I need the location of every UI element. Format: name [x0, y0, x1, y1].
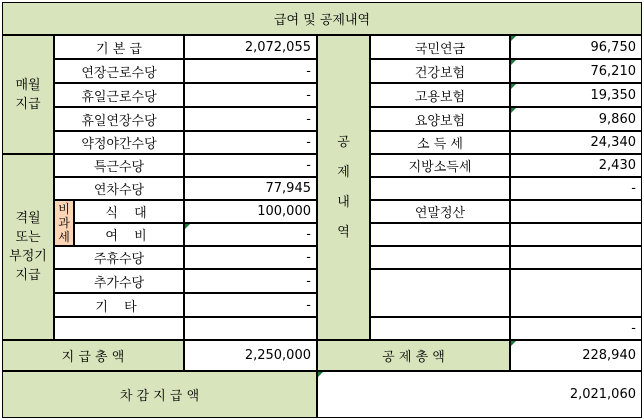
- deduct-value-empty4: [510, 269, 642, 317]
- deduction-group-char1: 공: [337, 134, 350, 150]
- deduct-label-employment: 고용보험: [370, 83, 510, 107]
- pay-value-annual-leave: 77,945: [184, 177, 317, 200]
- deduction-group: [317, 35, 370, 340]
- pay-value-special: -: [184, 154, 317, 177]
- deduct-label-empty2: [370, 223, 510, 246]
- pay-value-additional: -: [184, 269, 317, 293]
- deduct-label-care: 요양보험: [370, 107, 510, 131]
- total-deduction-label: 공 제 총 액: [317, 340, 510, 371]
- net-pay-value: 2,021,060: [317, 371, 642, 418]
- total-pay-label: 지 급 총 액: [2, 340, 184, 371]
- pay-value-night: -: [184, 131, 317, 154]
- deduct-value-income-tax: 24,340: [510, 131, 642, 154]
- pay-label-basic: 기 본 급: [54, 35, 184, 59]
- net-pay-label: 차 감 지 급 액: [2, 371, 317, 418]
- deduct-value-pension: 96,750: [510, 35, 642, 59]
- irregular-pay-group: [2, 154, 54, 340]
- deduction-group-char4: 역: [337, 224, 350, 240]
- irregular-group-line1: 격월: [15, 211, 41, 226]
- deduct-label-empty1: [370, 177, 510, 200]
- monthly-group-line2: 지급: [15, 96, 41, 112]
- pay-label-additional: 추가수당: [54, 269, 184, 293]
- pay-label-holiday: 휴일근로수당: [54, 83, 184, 107]
- total-deduction-value: 228,940: [510, 340, 642, 371]
- monthly-pay-group: [2, 35, 54, 154]
- deduct-value-empty5: -: [510, 317, 642, 340]
- sheet-title: 급여 및 공제내역: [2, 2, 642, 35]
- deduct-label-empty3: [370, 246, 510, 269]
- pay-value-meal: 100,000: [184, 200, 317, 223]
- deduct-value-local-tax: 2,430: [510, 154, 642, 177]
- monthly-group-line1: 매월: [15, 77, 41, 93]
- pay-value-holiday: -: [184, 83, 317, 107]
- deduct-value-year-end: [510, 200, 642, 223]
- pay-value-holiday-ext: -: [184, 107, 317, 131]
- pay-value-etc: -: [184, 293, 317, 317]
- deduct-value-empty1: -: [510, 177, 642, 200]
- nontax-group: [54, 200, 74, 246]
- nontax-line3: 세: [58, 230, 70, 244]
- deduct-value-empty3: [510, 246, 642, 269]
- deduct-label-health: 건강보험: [370, 59, 510, 83]
- deduct-label-empty4: [370, 269, 510, 317]
- irregular-group-line4: 지급: [15, 268, 41, 283]
- pay-label-travel: 여 비: [74, 223, 184, 246]
- deduct-label-income-tax: 소 득 세: [370, 131, 510, 154]
- pay-value-overtime: -: [184, 59, 317, 83]
- deduct-label-local-tax: 지방소득세: [370, 154, 510, 177]
- pay-label-special: 특근수당: [54, 154, 184, 177]
- pay-label-holiday-ext: 휴일연장수당: [54, 107, 184, 131]
- deduct-value-health: 76,210: [510, 59, 642, 83]
- pay-value-weekly-holiday: -: [184, 246, 317, 269]
- deduction-group-char3: 내: [337, 194, 350, 210]
- irregular-group-line3: 부정기: [9, 249, 47, 264]
- deduct-label-year-end: 연말정산: [370, 200, 510, 223]
- pay-value-travel: -: [184, 223, 317, 246]
- deduct-label-empty5: [370, 317, 510, 340]
- total-pay-value: 2,250,000: [184, 340, 317, 371]
- deduct-value-care: 9,860: [510, 107, 642, 131]
- irregular-group-line2: 또는: [15, 230, 41, 245]
- deduct-value-empty2: [510, 223, 642, 246]
- nontax-line1: 비: [58, 202, 70, 216]
- pay-value-blank: [184, 317, 317, 340]
- nontax-line2: 과: [58, 216, 70, 230]
- pay-label-meal: 식 대: [74, 200, 184, 223]
- deduction-group-char2: 제: [337, 164, 350, 180]
- pay-label-etc: 기 타: [54, 293, 184, 317]
- pay-label-blank: [54, 317, 184, 340]
- deduct-value-employment: 19,350: [510, 83, 642, 107]
- deduct-label-pension: 국민연금: [370, 35, 510, 59]
- pay-label-overtime: 연장근로수당: [54, 59, 184, 83]
- pay-label-weekly-holiday: 주휴수당: [54, 246, 184, 269]
- pay-value-basic: 2,072,055: [184, 35, 317, 59]
- pay-label-night: 약정야간수당: [54, 131, 184, 154]
- pay-label-annual-leave: 연차수당: [54, 177, 184, 200]
